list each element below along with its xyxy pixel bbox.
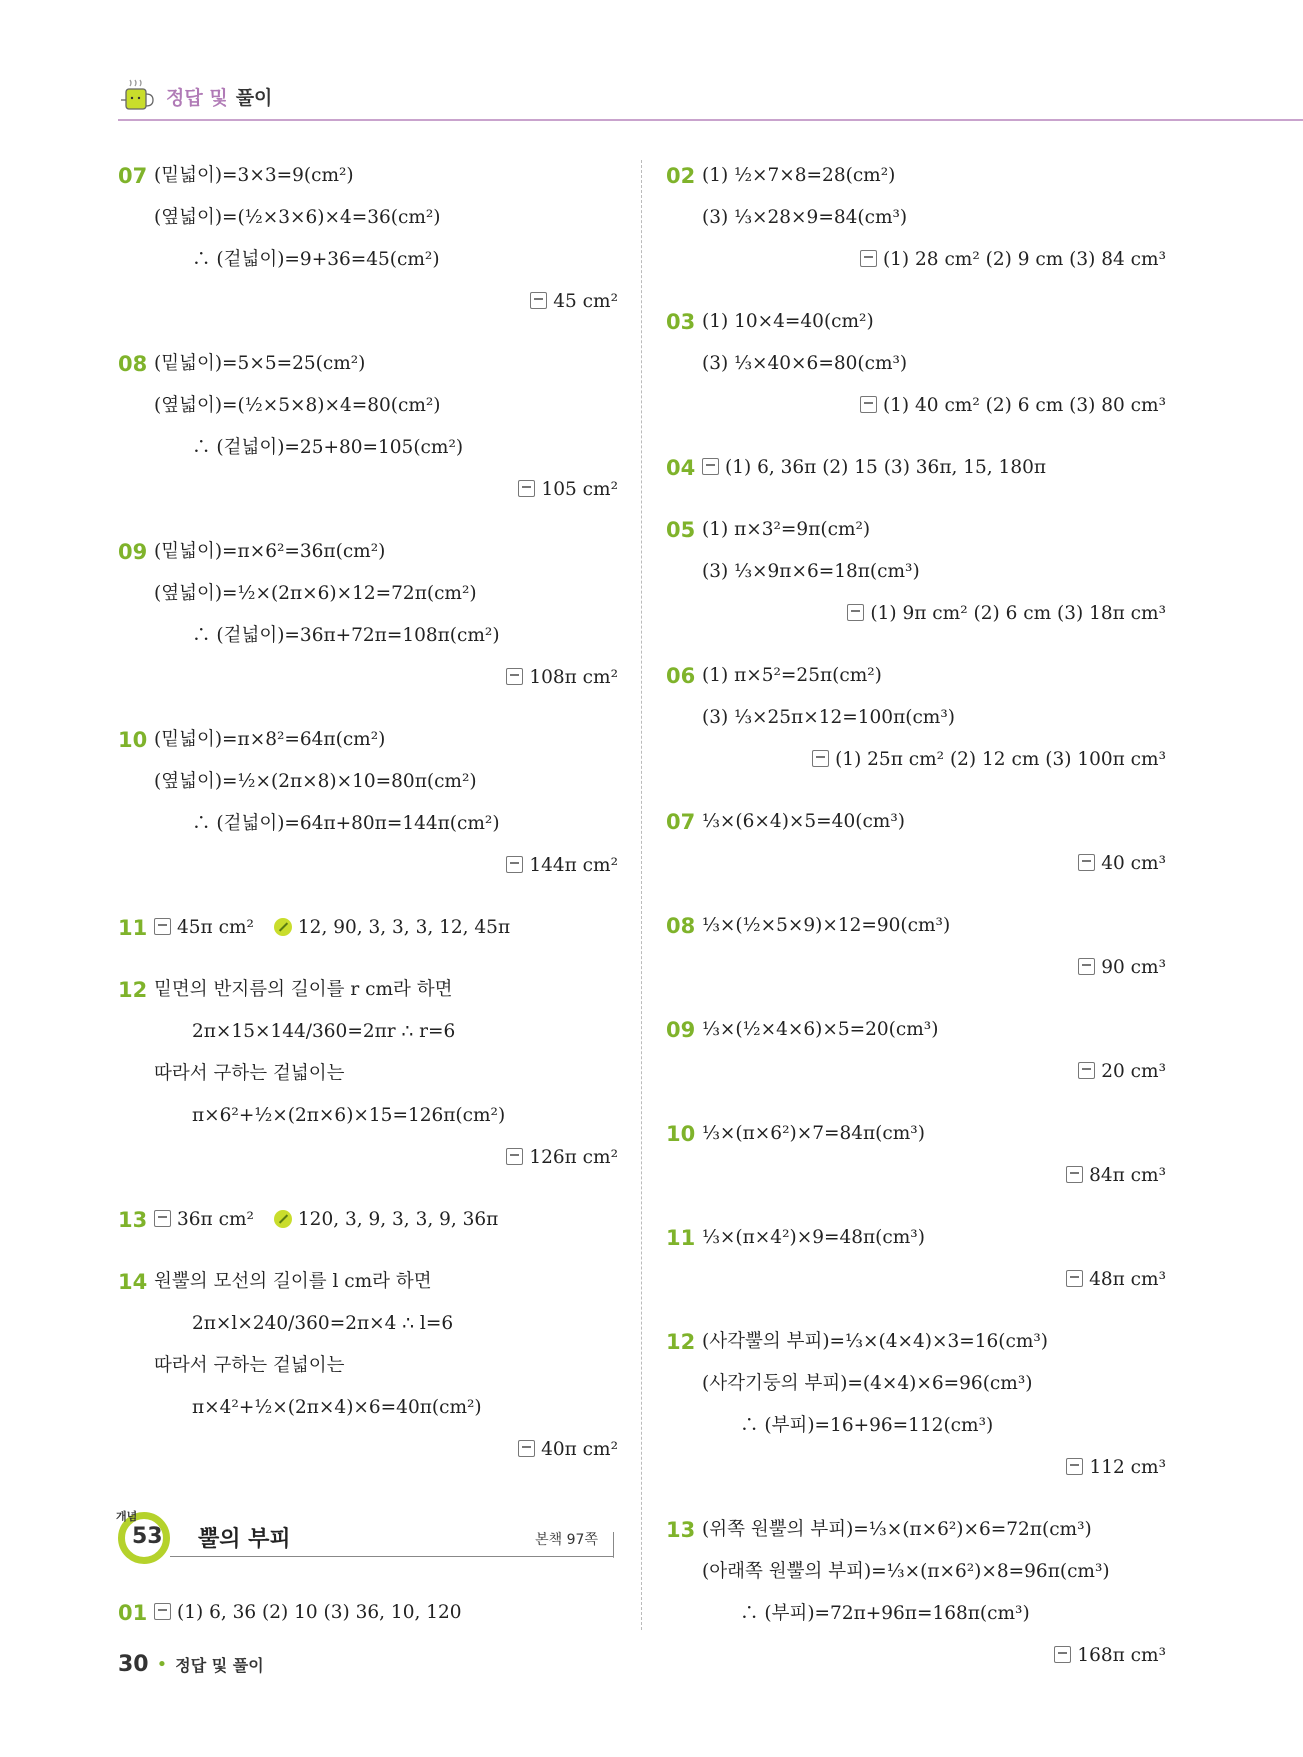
solution-text: ∴ (부피)=16+96=112(cm³) [740,1415,994,1436]
problem-number: 11 [666,1226,696,1250]
problem-number: 09 [118,540,148,564]
spacer [118,1471,618,1491]
solution-text: (옆넓이)=½×(2π×8)×10=80π(cm²) [154,771,477,792]
problem-03 [666,301,1166,427]
answer-line [118,657,618,699]
solution-text: (3) ⅓×40×6=80(cm³) [702,353,908,374]
solution-text: ∴ (겉넓이)=9+36=45(cm²) [192,249,440,270]
spacer [666,781,1166,801]
problem-13 [118,1199,618,1241]
problem-07 [666,801,1166,885]
problem-number: 05 [666,518,696,542]
answer-icon [860,396,877,413]
solution-text: ∴ (겉넓이)=64π+80π=144π(cm²) [192,813,500,834]
spacer [666,885,1166,905]
solution-text: (사각기둥의 부피)=(4×4)×6=96(cm³) [702,1373,1033,1394]
concept-banner [118,1512,614,1564]
cup-icon [118,76,158,116]
solution-text: 2π×15×144/360=2πr ∴ r=6 [192,1021,456,1042]
solution-line [666,509,1166,551]
solution-text: (위쪽 원뿔의 부피)=⅓×(π×6²)×6=72π(cm³) [702,1519,1092,1540]
problem-08 [118,343,618,511]
problem-10 [666,1113,1166,1197]
left-column [118,155,618,1491]
answer-line [118,281,618,323]
solution-text: (아래쪽 원뿔의 부피)=⅓×(π×6²)×8=96π(cm³) [702,1561,1110,1582]
problem-08 [666,905,1166,989]
solution-text: (1) π×5²=25π(cm²) [702,665,882,686]
problem-number: 06 [666,664,696,688]
solution-line [118,1387,618,1429]
answer-text: (1) 25π cm² (2) 12 cm (3) 100π cm³ [835,749,1166,770]
solution-text: π×4²+½×(2π×4)×6=40π(cm²) [192,1397,482,1418]
answer-line [118,1137,618,1179]
answer-line [118,845,618,887]
solution-line [118,1261,618,1303]
concept-underline [170,1556,614,1557]
answer-line [666,593,1166,635]
answer-text: 40 cm³ [1101,853,1166,874]
problem-number: 08 [118,352,148,376]
spacer [118,949,618,969]
answer-text: 105 cm² [541,479,618,500]
answer-text: 112 cm³ [1089,1457,1166,1478]
problem-number: 13 [666,1518,696,1542]
solution-line [666,1321,1166,1363]
solution-text: 원뿔의 모선의 길이를 l cm라 하면 [154,1271,432,1292]
spacer [118,1179,618,1199]
solution-line [118,719,618,761]
concept-bracket [613,1532,614,1558]
solution-line [666,551,1166,593]
answer-text: 168π cm³ [1077,1645,1166,1666]
spacer [118,323,618,343]
solution-line [666,1113,1166,1155]
solution-line [666,1551,1166,1593]
page-footer [118,1652,264,1677]
problem-number: 13 [118,1208,148,1232]
answer-text: (1) 40 cm² (2) 6 cm (3) 80 cm³ [882,395,1166,416]
solution-text: (옆넓이)=½×(2π×6)×12=72π(cm²) [154,583,477,604]
answer-text: 90 cm³ [1101,957,1166,978]
answer-line [666,843,1166,885]
solution-line [666,1363,1166,1405]
problem-number: 12 [118,978,148,1002]
problem-number: 10 [118,728,148,752]
problem-answer-inline [702,447,1046,489]
spacer [666,1197,1166,1217]
problem-number: 14 [118,1270,148,1294]
spacer [666,281,1166,301]
answer-icon [1066,1270,1083,1287]
header-title-part1: 정답 및 [166,86,228,109]
solution-text: (옆넓이)=(½×3×6)×4=36(cm²) [154,207,441,228]
problem-11 [118,907,618,949]
footer-text: 정답 및 풀이 [175,1656,264,1675]
answer-line [666,1155,1166,1197]
solution-text: (사각뿔의 부피)=⅓×(4×4)×3=16(cm³) [702,1331,1049,1352]
solution-text: ∴ (겉넓이)=25+80=105(cm²) [192,437,464,458]
concept-title: 뿔의 부피 [198,1527,291,1552]
solution-text: ⅓×(6×4)×5=40(cm³) [702,811,905,832]
answer-text: 48π cm³ [1089,1269,1166,1290]
problem-answer-inline [154,1199,498,1241]
problem-14 [118,1261,618,1471]
answer-icon [154,1603,171,1620]
answer-icon [518,1440,535,1457]
answer-icon [1078,958,1095,975]
solution-line [118,969,618,1011]
solution-line [666,301,1166,343]
spacer [666,1677,1166,1697]
spacer [118,511,618,531]
problem-07 [118,155,618,323]
problem-line [666,447,1166,489]
solution-line [118,531,618,573]
answer-text: 126π cm² [529,1147,618,1168]
problem-line [118,907,618,949]
solution-text: 밑면의 반지름의 길이를 r cm라 하면 [154,979,453,1000]
answer-line [666,947,1166,989]
answer-icon [518,480,535,497]
solution-text: π×6²+½×(2π×6)×15=126π(cm²) [192,1105,506,1126]
solution-line [118,155,618,197]
problem-02 [666,155,1166,281]
problem-12 [118,969,618,1179]
spacer [666,489,1166,509]
answer-line [118,469,618,511]
problem-number: 11 [118,916,148,940]
answer-text: 20 cm³ [1101,1061,1166,1082]
solution-text: (밑넓이)=3×3=9(cm²) [154,165,354,186]
spacer [118,699,618,719]
problem-11 [666,1217,1166,1301]
problem-04 [666,447,1166,489]
solution-text: 2π×l×240/360=2π×4 ∴ l=6 [192,1313,454,1334]
answer-line [666,1051,1166,1093]
solution-line [118,197,618,239]
solution-text: (밑넓이)=π×8²=64π(cm²) [154,729,386,750]
solution-keys: 12, 90, 3, 3, 3, 12, 45π [297,917,511,938]
header-divider [118,119,1303,121]
page-header [118,76,272,116]
answer-icon [812,750,829,767]
answer-text: 36π cm² [177,1209,254,1230]
answer-icon [1066,1166,1083,1183]
answer-icon [847,604,864,621]
solution-line [118,1053,618,1095]
solution-line [666,1509,1166,1551]
answer-line [666,1635,1166,1677]
solution-line [118,427,618,469]
solution-keys: 120, 3, 9, 3, 3, 9, 36π [297,1209,499,1230]
solution-line [118,239,618,281]
spacer [118,1241,618,1261]
problem-number: 03 [666,310,696,334]
answer-icon [702,458,719,475]
answer-text: 84π cm³ [1089,1165,1166,1186]
answer-icon [1078,1062,1095,1079]
footer-dot: • [156,1654,168,1675]
page-number: 30 [118,1652,149,1677]
pencil-icon [274,1210,292,1228]
solution-text: (1) π×3²=9π(cm²) [702,519,871,540]
problem-number: 09 [666,1018,696,1042]
spacer [666,1301,1166,1321]
spacer [666,1093,1166,1113]
answer-text: (1) 9π cm² (2) 6 cm (3) 18π cm³ [870,603,1166,624]
problem-number: 07 [118,164,148,188]
problem-number: 02 [666,164,696,188]
problem-09 [118,531,618,699]
solution-text: 따라서 구하는 겉넓이는 [154,1355,345,1376]
problem-number: 12 [666,1330,696,1354]
solution-line [666,905,1166,947]
answer-line [666,385,1166,427]
solution-text: (밑넓이)=5×5=25(cm²) [154,353,366,374]
solution-line [118,1011,618,1053]
problem-number: 10 [666,1122,696,1146]
solution-text: (3) ⅓×28×9=84(cm³) [702,207,908,228]
answer-icon [506,1148,523,1165]
solution-line [118,615,618,657]
answer-icon [506,856,523,873]
answer-icon [154,918,171,935]
problem-01 [118,1592,618,1634]
solution-line [666,1009,1166,1051]
answer-line [666,1447,1166,1489]
answer-icon [860,250,877,267]
solution-line [118,803,618,845]
solution-text: (옆넓이)=(½×5×8)×4=80(cm²) [154,395,441,416]
concept-reference: 본책 97쪽 [535,1532,598,1548]
answer-icon [1066,1458,1083,1475]
solution-line [666,1593,1166,1635]
problem-number: 04 [666,456,696,480]
solution-text: ⅓×(π×6²)×7=84π(cm³) [702,1123,925,1144]
answer-line [666,1259,1166,1301]
solution-line [118,343,618,385]
solution-line [118,573,618,615]
solution-line [118,1303,618,1345]
solution-line [666,197,1166,239]
solution-text: (3) ⅓×25π×12=100π(cm³) [702,707,955,728]
solution-text: ∴ (부피)=72π+96π=168π(cm³) [740,1603,1030,1624]
problem-09 [666,1009,1166,1093]
spacer [118,887,618,907]
answer-text: 45 cm² [553,291,618,312]
solution-line [118,1095,618,1137]
answer-icon [154,1210,171,1227]
problem-12 [666,1321,1166,1489]
solution-text: 따라서 구하는 겉넓이는 [154,1063,345,1084]
answer-icon [530,292,547,309]
answer-text: 108π cm² [529,667,618,688]
answer-line [666,739,1166,781]
answer-text: (1) 28 cm² (2) 9 cm (3) 84 cm³ [882,249,1166,270]
solution-text: ⅓×(½×5×9)×12=90(cm³) [702,915,951,936]
solution-line [118,1345,618,1387]
problem-number: 07 [666,810,696,834]
spacer [666,427,1166,447]
problem-06 [666,655,1166,781]
solution-line [666,697,1166,739]
solution-text: ∴ (겉넓이)=36π+72π=108π(cm²) [192,625,500,646]
solution-line [666,343,1166,385]
solution-text: (1) ½×7×8=28(cm²) [702,165,896,186]
solution-line [666,1217,1166,1259]
problem-line [118,1199,618,1241]
problem-number: 01 [118,1601,148,1625]
solution-text: (밑넓이)=π×6²=36π(cm²) [154,541,386,562]
problem-answer-inline [154,907,510,949]
solution-line [118,385,618,427]
answer-text: 40π cm² [541,1439,618,1460]
answer-icon [506,668,523,685]
solution-text: (1) 10×4=40(cm²) [702,311,874,332]
answer-icon [1078,854,1095,871]
answer-text: 144π cm² [529,855,618,876]
problem-13 [666,1509,1166,1677]
answer-text: (1) 6, 36 (2) 10 (3) 36, 10, 120 [177,1602,462,1623]
answer-text: 45π cm² [177,917,254,938]
solution-text: ⅓×(½×4×6)×5=20(cm³) [702,1019,939,1040]
solution-line [666,155,1166,197]
solution-line [666,801,1166,843]
right-column [666,155,1166,1697]
spacer [666,989,1166,1009]
concept-label: 개념 [116,1510,138,1523]
solution-text: (3) ⅓×9π×6=18π(cm³) [702,561,920,582]
answer-line [118,1429,618,1471]
solution-line [666,655,1166,697]
pencil-icon [274,918,292,936]
column-divider [641,160,642,1630]
problem-10 [118,719,618,887]
answer-icon [1054,1646,1071,1663]
solution-text: ⅓×(π×4²)×9=48π(cm³) [702,1227,925,1248]
solution-line [666,1405,1166,1447]
problem-number: 08 [666,914,696,938]
problem-05 [666,509,1166,635]
spacer [666,1489,1166,1509]
concept-number: 53 [132,1524,163,1549]
header-title-part2: 풀이 [235,86,273,109]
answer-text: (1) 6, 36π (2) 15 (3) 36π, 15, 180π [725,457,1047,478]
answer-line [666,239,1166,281]
spacer [666,635,1166,655]
solution-line [118,761,618,803]
